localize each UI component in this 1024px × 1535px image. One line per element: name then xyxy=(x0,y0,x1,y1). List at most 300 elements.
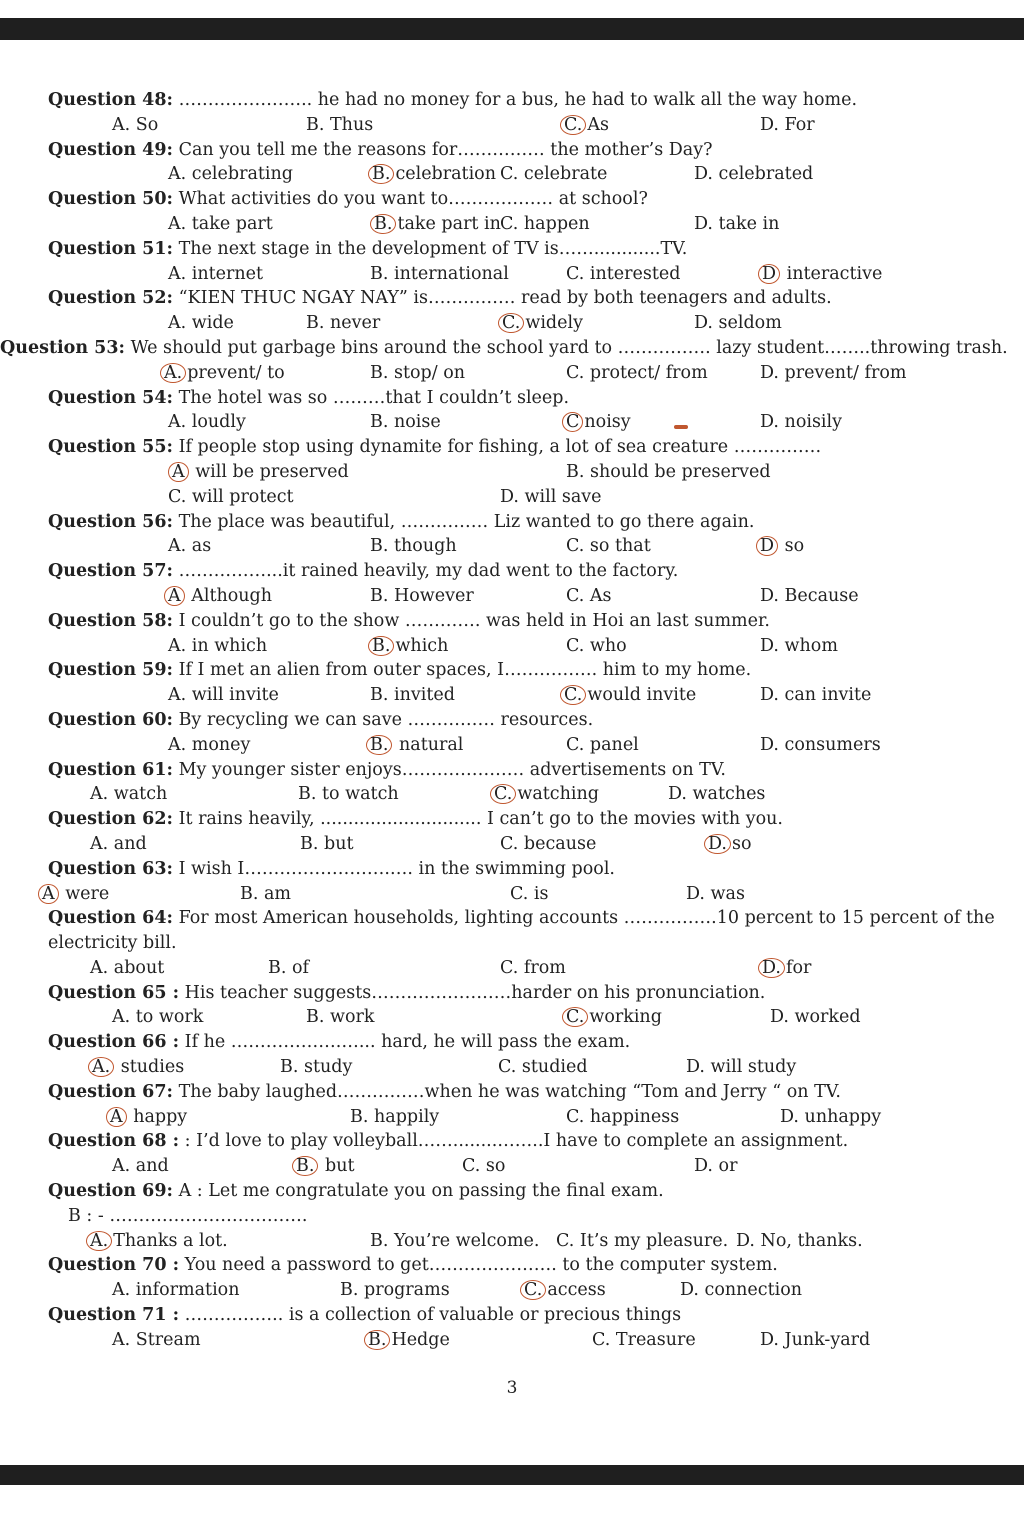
option-text: will study xyxy=(704,1057,797,1078)
pen-mark xyxy=(674,425,688,429)
answer-options xyxy=(0,410,1024,435)
question-stem xyxy=(0,559,1024,584)
answer-option xyxy=(370,534,457,559)
question-stem xyxy=(0,807,1024,832)
option-text: or xyxy=(712,1156,738,1177)
question-text: The hotel was so ………that I couldn’t sleep. xyxy=(173,387,570,408)
answer-option xyxy=(566,1105,679,1130)
answer-options xyxy=(0,485,1024,510)
option-letter: B. xyxy=(370,685,389,706)
question-stem xyxy=(0,237,1024,262)
answer-option xyxy=(500,212,590,237)
question-label: Question 54: xyxy=(48,387,173,408)
question-stem xyxy=(0,1129,1024,1154)
question-label: Question 57: xyxy=(48,561,173,582)
question-text: I couldn’t go to the show …………. was held in Hoi an last summer. xyxy=(173,610,770,631)
option-text: invited xyxy=(388,685,455,706)
answer-option xyxy=(780,1105,881,1130)
answer-option xyxy=(736,1229,863,1254)
answer-option xyxy=(500,485,602,510)
answer-option xyxy=(370,1229,539,1254)
option-letter: A. xyxy=(90,784,109,805)
option-text: about xyxy=(108,957,165,978)
option-text: who xyxy=(584,635,627,656)
question-label: Question 58: xyxy=(48,610,173,631)
option-text: though xyxy=(388,536,457,557)
circled-option-letter: C. xyxy=(562,1007,588,1027)
question-stem xyxy=(0,1253,1024,1278)
option-text: noise xyxy=(388,412,441,433)
question-label: Question 59: xyxy=(48,660,173,681)
option-letter: D. xyxy=(760,114,779,135)
option-text: You’re welcome. xyxy=(388,1230,540,1251)
option-letter: C. xyxy=(566,734,585,755)
option-letter: D. xyxy=(686,883,705,904)
question-stem xyxy=(0,1030,1024,1055)
question-label: Question 63: xyxy=(48,858,173,879)
option-text: so xyxy=(779,536,805,557)
question-stem xyxy=(0,510,1024,535)
option-text: Stream xyxy=(130,1329,201,1350)
question-stem xyxy=(0,187,1024,212)
option-text: of xyxy=(286,957,310,978)
answer-option xyxy=(694,162,813,187)
option-letter: B. xyxy=(370,412,389,433)
question-text: If I met an alien from outer spaces, I……………. him to my home. xyxy=(173,660,752,681)
option-letter: B. xyxy=(298,784,317,805)
question-stem xyxy=(0,435,1024,460)
question-label: Question 64: xyxy=(48,908,173,929)
option-text: and xyxy=(130,1156,169,1177)
question-text: …………….. is a collection of valuable or precious things xyxy=(179,1305,682,1326)
circled-option-letter: B. xyxy=(368,636,394,656)
option-text: noisily xyxy=(778,412,843,433)
answer-options xyxy=(0,733,1024,758)
option-letter: D. xyxy=(668,784,687,805)
option-text: will protect xyxy=(186,486,294,507)
answer-option xyxy=(168,634,267,659)
answer-option xyxy=(268,956,309,981)
option-text: widely xyxy=(525,313,583,334)
question-label: Question 61: xyxy=(48,759,173,780)
option-text: panel xyxy=(584,734,639,755)
question-label: Question 62: xyxy=(48,809,173,830)
option-letter: A. xyxy=(168,685,187,706)
question-text: The place was beautiful, …………… Liz wanted to go there again. xyxy=(173,511,755,532)
option-text: Thanks a lot. xyxy=(113,1230,228,1251)
answer-option xyxy=(112,1154,169,1179)
option-text: celebrated xyxy=(712,164,814,185)
question-text: : I’d love to play volleyball……........……..I have to complete an assignment. xyxy=(179,1131,849,1152)
question-stem xyxy=(0,658,1024,683)
circled-option-letter: D. xyxy=(758,958,785,978)
selected-answer-option xyxy=(520,1278,606,1303)
option-text: seldom xyxy=(712,313,782,334)
circled-option-letter: D xyxy=(756,536,778,556)
option-text: celebrate xyxy=(518,164,608,185)
answer-option xyxy=(306,1005,375,1030)
answer-option xyxy=(298,782,399,807)
option-text: can invite xyxy=(778,685,872,706)
answer-options xyxy=(0,1278,1024,1303)
circled-option-letter: D xyxy=(758,264,780,284)
answer-option xyxy=(686,1055,796,1080)
option-text: from xyxy=(518,957,566,978)
option-text: were xyxy=(59,883,110,904)
option-letter: B. xyxy=(370,263,389,284)
option-text: never xyxy=(324,313,381,334)
answer-options xyxy=(0,1105,1024,1130)
option-letter: B. xyxy=(268,957,287,978)
circled-option-letter: C. xyxy=(498,313,524,333)
option-text: celebrating xyxy=(186,164,293,185)
option-text: stop/ on xyxy=(388,362,466,383)
answer-options xyxy=(0,1154,1024,1179)
answer-options xyxy=(0,882,1024,907)
selected-answer-option xyxy=(86,1229,228,1254)
option-text: prevent/ to xyxy=(187,362,285,383)
option-letter: B. xyxy=(340,1280,359,1301)
question-label: Question 67: xyxy=(48,1081,173,1102)
answer-option xyxy=(556,1229,728,1254)
answer-option xyxy=(168,485,294,510)
circled-option-letter: A xyxy=(106,1107,127,1127)
answer-option xyxy=(760,683,871,708)
answer-option xyxy=(760,634,838,659)
option-letter: D. xyxy=(760,685,779,706)
option-letter: D. xyxy=(694,313,713,334)
answer-option xyxy=(760,410,842,435)
option-letter: A. xyxy=(168,412,187,433)
option-letter: D. xyxy=(760,1329,779,1350)
option-text: noisy xyxy=(584,412,631,433)
question-stem xyxy=(0,336,1024,361)
option-letter: B. xyxy=(306,313,325,334)
answer-option xyxy=(498,1055,588,1080)
answer-option xyxy=(770,1005,861,1030)
option-letter: A. xyxy=(112,1280,131,1301)
option-text: information xyxy=(130,1280,240,1301)
answer-option xyxy=(566,361,708,386)
answer-option xyxy=(760,584,859,609)
option-text: loudly xyxy=(186,412,246,433)
selected-answer-option xyxy=(370,212,501,237)
option-letter: D. xyxy=(680,1280,699,1301)
option-text: connection xyxy=(698,1280,803,1301)
option-text: prevent/ from xyxy=(778,362,907,383)
option-text: because xyxy=(518,833,597,854)
question-text: You need a password to get…………………. to the computer system. xyxy=(179,1255,778,1276)
answer-option xyxy=(592,1328,696,1353)
option-letter: B. xyxy=(300,833,319,854)
circled-option-letter: A. xyxy=(160,363,186,383)
answer-option xyxy=(668,782,765,807)
option-text: happy xyxy=(127,1106,188,1127)
circled-option-letter: D. xyxy=(704,834,731,854)
option-letter: D. xyxy=(694,164,713,185)
option-letter: D. xyxy=(736,1230,755,1251)
option-text: will invite xyxy=(186,685,279,706)
answer-option xyxy=(566,460,771,485)
option-text: to watch xyxy=(316,784,399,805)
question-text: I wish I…………………….…. in the swimming pool. xyxy=(173,858,615,879)
circled-option-letter: C. xyxy=(560,115,586,135)
answer-options xyxy=(0,1005,1024,1030)
question-text: His teacher suggests……………………harder on his pronunciation. xyxy=(179,982,766,1003)
answer-option xyxy=(694,1154,737,1179)
answer-options xyxy=(0,460,1024,485)
option-text: but xyxy=(319,1156,355,1177)
answer-option xyxy=(370,262,509,287)
option-letter: C. xyxy=(498,1057,517,1078)
selected-answer-option xyxy=(364,1328,450,1353)
option-letter: C. xyxy=(566,585,585,606)
top-border xyxy=(0,18,1024,40)
option-letter: D. xyxy=(760,362,779,383)
selected-answer-option xyxy=(168,460,349,485)
option-text: Junk-yard xyxy=(778,1329,871,1350)
answer-option xyxy=(510,882,548,907)
answer-option xyxy=(370,361,465,386)
option-letter: C. xyxy=(566,1106,585,1127)
circled-option-letter: B. xyxy=(370,214,396,234)
question-label: Question 49: xyxy=(48,139,173,160)
answer-option xyxy=(462,1154,505,1179)
selected-answer-option xyxy=(758,262,882,287)
answer-option xyxy=(168,162,293,187)
option-letter: C. xyxy=(500,833,519,854)
option-letter: D. xyxy=(760,734,779,755)
circled-option-letter: B. xyxy=(366,735,392,755)
question-text: ……………...it rained heavily, my dad went to the factory. xyxy=(173,561,679,582)
selected-answer-option xyxy=(560,683,696,708)
question-stem xyxy=(0,138,1024,163)
option-text: will be preserved xyxy=(189,461,349,482)
question-stem xyxy=(0,88,1024,113)
selected-answer-option xyxy=(106,1105,187,1130)
answer-option xyxy=(168,410,246,435)
answer-options xyxy=(0,113,1024,138)
question-text: If he ……………….…... hard, he will pass the exam. xyxy=(179,1032,631,1053)
answer-option xyxy=(168,534,211,559)
option-text: internet xyxy=(186,263,264,284)
option-text: take part xyxy=(186,213,273,234)
circled-option-letter: A. xyxy=(86,1231,112,1251)
option-text: As xyxy=(587,114,609,135)
circled-option-letter: B. xyxy=(364,1330,390,1350)
option-text: watching xyxy=(517,784,599,805)
question-stem xyxy=(0,758,1024,783)
question-text: My younger sister enjoys………………… advertisements on TV. xyxy=(173,759,726,780)
answer-option xyxy=(370,410,441,435)
circled-option-letter: B. xyxy=(292,1156,318,1176)
option-text: celebration xyxy=(395,164,496,185)
circled-option-letter: C. xyxy=(490,784,516,804)
option-text: Because xyxy=(778,585,859,606)
option-text: will save xyxy=(518,486,602,507)
answer-option xyxy=(370,584,474,609)
option-text: study xyxy=(298,1057,353,1078)
question-text: If people stop using dynamite for fishing, a lot of sea creature …………… xyxy=(173,437,822,458)
option-text: watches xyxy=(686,784,766,805)
option-text: so that xyxy=(584,536,651,557)
answer-option xyxy=(112,113,158,138)
question-text: The next stage in the development of TV is……............TV. xyxy=(173,238,688,259)
option-letter: C. xyxy=(500,164,519,185)
circled-option-letter: C. xyxy=(560,685,586,705)
option-letter: C. xyxy=(556,1230,575,1251)
selected-answer-option xyxy=(38,882,109,907)
answer-option xyxy=(240,882,291,907)
question-stem xyxy=(0,906,1024,956)
option-text: in which xyxy=(186,635,268,656)
answer-options xyxy=(0,584,1024,609)
option-text: work xyxy=(324,1007,375,1028)
answer-option xyxy=(68,1204,307,1229)
option-text: as xyxy=(186,536,212,557)
question-label: Question 56: xyxy=(48,511,173,532)
option-text: consumers xyxy=(778,734,881,755)
question-stem xyxy=(0,1303,1024,1328)
option-letter: D. xyxy=(770,1007,789,1028)
answer-option xyxy=(306,113,373,138)
question-label: Question 52: xyxy=(48,288,173,309)
question-label: Question 48: xyxy=(48,90,173,110)
option-text: unhappy xyxy=(798,1106,882,1127)
option-letter: C. xyxy=(462,1156,481,1177)
option-letter: A. xyxy=(112,114,131,135)
option-letter: B. xyxy=(566,461,585,482)
answer-options xyxy=(0,361,1024,386)
option-letter: C. xyxy=(566,536,585,557)
question-label: Question 55: xyxy=(48,437,173,458)
answer-option xyxy=(760,1328,870,1353)
option-text: wide xyxy=(186,313,234,334)
option-letter: B. xyxy=(280,1057,299,1078)
question-label: Question 70 : xyxy=(48,1255,180,1276)
question-label: Question 71 : xyxy=(48,1305,180,1326)
answer-option xyxy=(566,534,651,559)
question-stem xyxy=(0,1080,1024,1105)
question-label: Question 53: xyxy=(0,337,125,358)
option-letter: B. xyxy=(240,883,259,904)
option-letter: D. xyxy=(760,585,779,606)
answer-options xyxy=(0,1229,1024,1254)
option-text: programs xyxy=(358,1280,450,1301)
answer-option xyxy=(90,832,147,857)
answer-option xyxy=(566,584,612,609)
selected-answer-option xyxy=(756,534,804,559)
question-label: Question 68 : xyxy=(48,1131,180,1152)
circled-option-letter: A xyxy=(38,884,59,904)
selected-answer-option xyxy=(368,634,448,659)
answer-option xyxy=(280,1055,352,1080)
answer-options xyxy=(0,1204,1024,1229)
answer-options xyxy=(0,212,1024,237)
answer-option xyxy=(694,311,782,336)
answer-options xyxy=(0,1328,1024,1353)
question-stem xyxy=(0,386,1024,411)
option-text: watch xyxy=(108,784,168,805)
answer-options xyxy=(0,534,1024,559)
question-text: “KIEN THUC NGAY NAY” is…………… read by both teenagers and adults. xyxy=(173,288,832,309)
option-text: For xyxy=(778,114,815,135)
selected-answer-option xyxy=(560,113,609,138)
question-label: Question 50: xyxy=(48,189,173,210)
option-letter: A. xyxy=(168,635,187,656)
question-text: By recycling we can save …………… resources. xyxy=(173,709,594,730)
question-stem xyxy=(0,609,1024,634)
selected-answer-option xyxy=(562,1005,662,1030)
option-letter: D. xyxy=(760,412,779,433)
option-text: As xyxy=(584,585,612,606)
answer-option xyxy=(760,361,906,386)
option-text: was xyxy=(704,883,745,904)
answer-option xyxy=(168,683,279,708)
option-text: interested xyxy=(584,263,681,284)
option-text: natural xyxy=(393,734,464,755)
answer-option xyxy=(112,1278,239,1303)
question-label: Question 66 : xyxy=(48,1032,180,1053)
selected-answer-option xyxy=(758,956,811,981)
option-letter: A. xyxy=(168,313,187,334)
answer-options xyxy=(0,634,1024,659)
option-letter: C. xyxy=(566,362,585,383)
option-letter: C. xyxy=(566,635,585,656)
option-letter: A. xyxy=(168,213,187,234)
bottom-border xyxy=(0,1465,1024,1485)
answer-option xyxy=(306,311,380,336)
option-text: so xyxy=(731,833,752,854)
answer-options xyxy=(0,683,1024,708)
option-letter: D. xyxy=(686,1057,705,1078)
option-text: happen xyxy=(518,213,590,234)
option-letter: A. xyxy=(90,957,109,978)
answer-option xyxy=(168,733,250,758)
option-text: would invite xyxy=(587,685,697,706)
answer-option xyxy=(90,782,167,807)
question-label: Question 60: xyxy=(48,709,173,730)
answer-option xyxy=(500,832,596,857)
option-text: B : - ……………………………. xyxy=(68,1205,308,1226)
option-letter: B. xyxy=(306,1007,325,1028)
answer-option xyxy=(500,162,607,187)
circled-option-letter: A. xyxy=(88,1057,114,1077)
answer-options xyxy=(0,956,1024,981)
answer-options xyxy=(0,262,1024,287)
option-text: studied xyxy=(516,1057,588,1078)
option-text: am xyxy=(258,883,292,904)
circled-option-letter: C xyxy=(562,412,583,432)
selected-answer-option xyxy=(490,782,599,807)
option-text: whom xyxy=(778,635,838,656)
option-letter: C. xyxy=(510,883,529,904)
option-text: but xyxy=(318,833,354,854)
page-number: 3 xyxy=(506,1378,518,1398)
option-text: and xyxy=(108,833,147,854)
answer-option xyxy=(168,212,273,237)
selected-answer-option xyxy=(160,361,285,386)
circled-option-letter: A xyxy=(168,462,189,482)
question-label: Question 51: xyxy=(48,238,173,259)
option-letter: D. xyxy=(500,486,519,507)
option-letter: D. xyxy=(694,213,713,234)
answer-option xyxy=(686,882,745,907)
option-text: take part in xyxy=(397,213,501,234)
answer-option xyxy=(566,634,627,659)
option-text: So xyxy=(130,114,159,135)
option-text: which xyxy=(395,635,449,656)
